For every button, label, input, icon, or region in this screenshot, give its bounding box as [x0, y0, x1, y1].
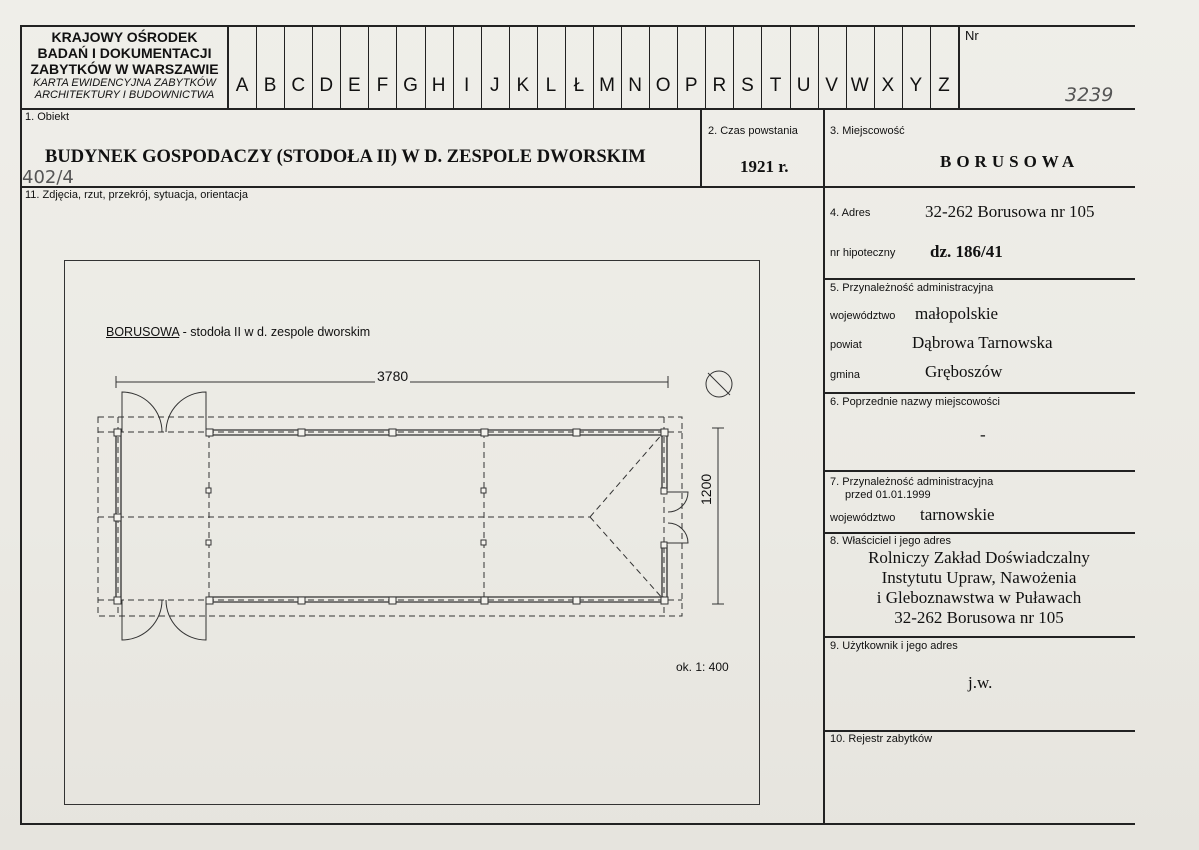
owner-label: 8. Właściciel i jego adres — [830, 535, 952, 547]
index-letter-19: S — [741, 75, 754, 96]
owner-address — [823, 548, 1135, 628]
commune-label: gmina — [830, 369, 860, 381]
length-dimension: 3780 — [377, 368, 409, 384]
door-arc-right-1 — [667, 492, 688, 512]
owner-line-2: Instytutu Upraw, Nawożenia — [881, 568, 1077, 587]
register-label: 10. Rejestr zabytków — [830, 733, 933, 745]
index-letter-9: I — [464, 75, 470, 96]
mortgage-value: dz. 186/41 — [930, 242, 1003, 261]
index-letter-3: C — [291, 75, 306, 96]
index-letter-20: T — [769, 75, 782, 96]
owner-line-4: 32-262 Borusowa nr 105 — [894, 608, 1064, 627]
user-value: j.w. — [968, 673, 993, 692]
place-label: 3. Miejscowość — [830, 125, 905, 137]
org-line-3: ZABYTKÓW W WARSZAWIE — [30, 61, 219, 77]
card-line-1: KARTA EWIDENCYJNA ZABYTKÓW — [33, 77, 216, 89]
owner-line-3: i Gleboznawstwa w Puławach — [876, 588, 1082, 607]
admin-old-voiv-value: tarnowskie — [920, 505, 995, 524]
admin-label: 5. Przynależność administracyjna — [830, 282, 994, 294]
object-label: 1. Obiekt — [25, 111, 70, 123]
index-letter-8: H — [431, 75, 446, 96]
voivodeship-value: małopolskie — [915, 304, 999, 323]
object-value: BUDYNEK GOSPODACZY (STODOŁA II) W D. ZESPOLE DWORSKIM — [45, 147, 646, 167]
address-label: 4. Adres — [830, 207, 871, 219]
index-letter-6: F — [376, 75, 389, 96]
org-line-1: KRAJOWY OŚRODEK — [51, 29, 198, 45]
drawing-title-place: BORUSOWA — [106, 325, 180, 339]
index-letter-22: V — [825, 75, 838, 96]
index-letter-16: O — [655, 75, 671, 96]
prev-names-label: 6. Poprzednie nazwy miejscowości — [830, 396, 1000, 408]
admin-old-voiv-label: województwo — [830, 512, 896, 524]
county-label: powiat — [830, 339, 862, 351]
drawing-title-rest: - stodoła II w d. zespole dworskim — [179, 325, 371, 339]
place-value: BORUSOWA — [940, 152, 1080, 171]
index-letter-26: Z — [938, 75, 950, 96]
index-letter-24: X — [881, 75, 895, 96]
prev-names-value: - — [980, 425, 986, 444]
owner-line-1: Rolniczy Zakład Doświadczalny — [868, 548, 1090, 567]
index-letter-1: A — [235, 75, 249, 96]
index-letter-14: M — [599, 75, 615, 96]
index-letter-4: D — [319, 75, 334, 96]
card-line-2: ARCHITEKTURY I BUDOWNICTWA — [34, 89, 215, 101]
index-letter-2: B — [263, 75, 277, 96]
door-arc-left-top-2 — [166, 392, 206, 432]
nr-value: 3239 — [1065, 84, 1114, 106]
org-line-2: BADAŃ I DOKUMENTACJI — [37, 45, 212, 61]
index-letter-5: E — [348, 75, 361, 96]
mortgage-label: nr hipoteczny — [830, 247, 896, 259]
index-letter-7: G — [403, 75, 418, 96]
admin-old-label-2: przed 01.01.1999 — [845, 489, 931, 501]
index-letter-17: P — [684, 75, 698, 96]
door-arc-left-top-1 — [122, 392, 162, 432]
index-letter-23: W — [850, 75, 869, 96]
user-label: 9. Użytkownik i jego adres — [830, 640, 958, 652]
commune-value: Gręboszów — [925, 362, 1003, 381]
time-value: 1921 r. — [740, 157, 789, 176]
admin-old-label-1: 7. Przynależność administracyjna — [830, 476, 994, 488]
door-arc-left-bottom-2 — [166, 600, 206, 640]
county-value: Dąbrowa Tarnowska — [912, 333, 1053, 352]
photos-label: 11. Zdjęcia, rzut, przekrój, sytuacja, orientacja — [25, 189, 248, 201]
voivodeship-label: województwo — [830, 310, 896, 322]
door-arc-left-bottom-1 — [122, 600, 162, 640]
index-letter-11: K — [516, 75, 530, 96]
index-letter-25: Y — [909, 75, 923, 96]
index-letter-10: J — [489, 75, 500, 96]
index-letter-18: R — [712, 75, 727, 96]
index-letter-12: L — [545, 75, 557, 96]
index-letter-15: N — [628, 75, 642, 96]
door-arc-right-2 — [667, 523, 688, 543]
index-letter-13: Ł — [573, 75, 585, 96]
time-label: 2. Czas powstania — [708, 125, 798, 137]
index-letter-21: U — [796, 75, 811, 96]
address-value: 32-262 Borusowa nr 105 — [925, 202, 1095, 221]
scale-note: ok. 1: 400 — [676, 660, 729, 674]
nr-label: Nr — [965, 28, 979, 43]
width-dimension: 1200 — [698, 473, 714, 505]
handwritten-ref: 402/4 — [22, 167, 74, 188]
